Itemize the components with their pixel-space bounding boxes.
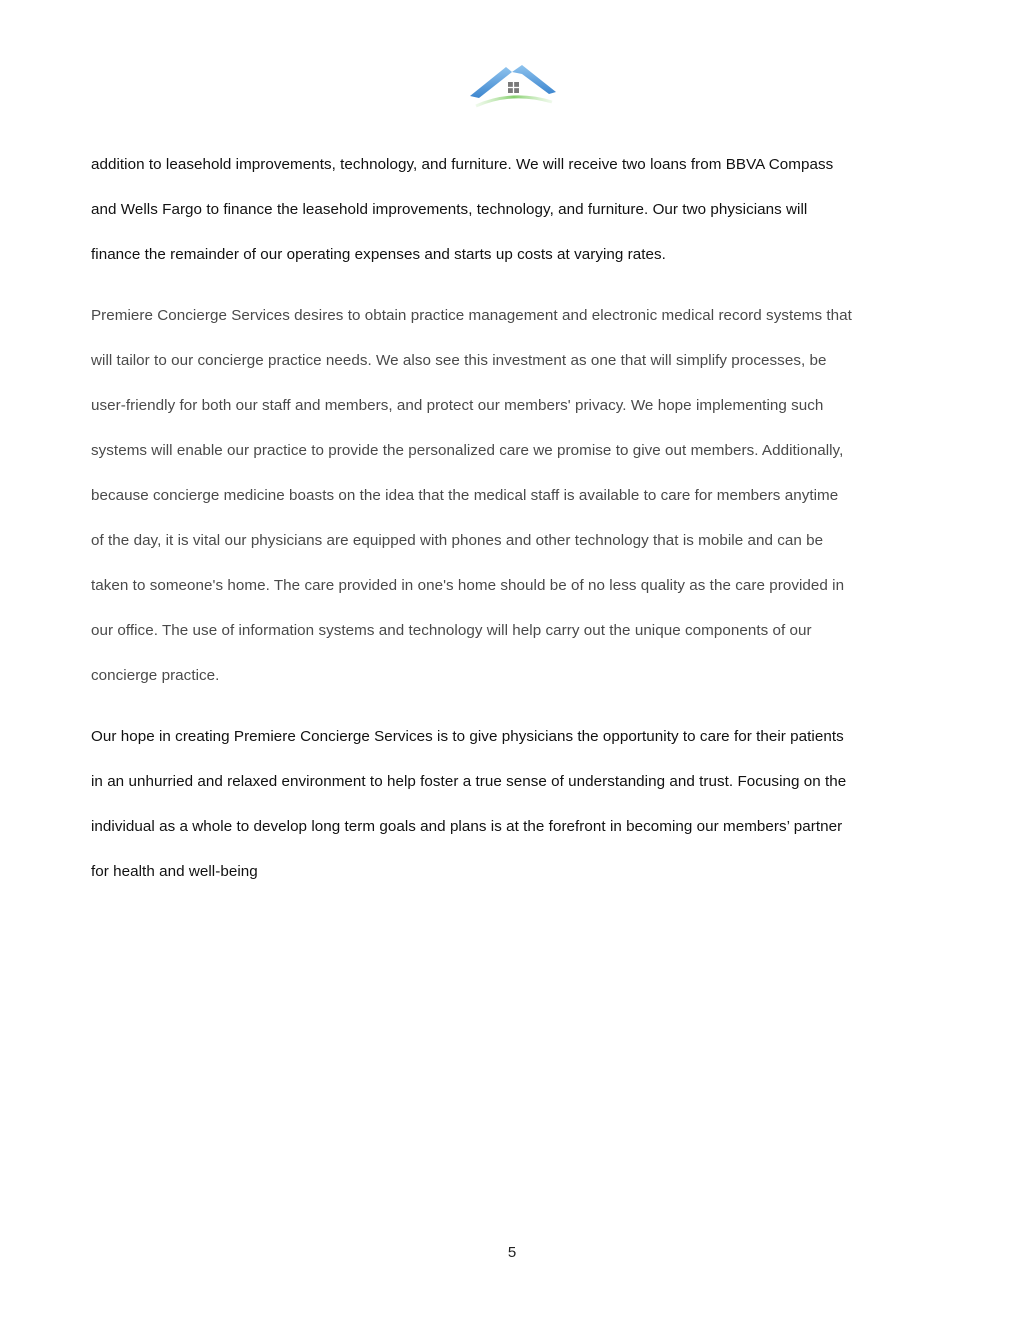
text-line: Premiere Concierge Services desires to obtain practice management and electronic medical record systems that xyxy=(91,307,852,324)
page-number: 5 xyxy=(507,1244,517,1261)
paragraph-hope xyxy=(91,714,936,894)
text-line: Our hope in creating Premiere Concierge Services is to give physicians the opportunity to care for their patients xyxy=(91,728,844,745)
text-line: in an unhurried and relaxed environment to help foster a true sense of understanding and trust. Focusing on the xyxy=(91,773,847,790)
text-line: because concierge medicine boasts on the idea that the medical staff is available to care for members anytime xyxy=(91,487,839,504)
text-line: individual as a whole to develop long term goals and plans is at the forefront in becoming our members’ partner xyxy=(91,818,843,835)
text-line: our office. The use of information systems and technology will help carry out the unique components of our xyxy=(91,622,812,639)
text-line: concierge practice. xyxy=(91,667,220,684)
text-line: and Wells Fargo to finance the leasehold improvements, technology, and furniture. Our two physicians will xyxy=(91,201,808,218)
text-line: finance the remainder of our operating expenses and starts up costs at varying rates. xyxy=(91,246,666,263)
paragraph-systems xyxy=(91,293,936,698)
text-line: addition to leasehold improvements, technology, and furniture. We will receive two loans from BBVA Compass xyxy=(91,156,834,173)
paragraph-funding xyxy=(91,142,936,277)
text-line: will tailor to our concierge practice needs. We also see this investment as one that will simplify processes, be xyxy=(91,352,827,369)
text-line: for health and well-being xyxy=(91,863,258,880)
text-line: systems will enable our practice to provide the personalized care we promise to give out members. Additionally, xyxy=(91,442,844,459)
house-roof-icon xyxy=(466,62,558,110)
body-text xyxy=(91,142,936,894)
text-line: taken to someone's home. The care provided in one's home should be of no less quality as the care provided in xyxy=(91,577,845,594)
text-line: of the day, it is vital our physicians are equipped with phones and other technology that is mobile and can be xyxy=(91,532,824,549)
text-line: user-friendly for both our staff and members, and protect our members' privacy. We hope implementing such xyxy=(91,397,824,414)
